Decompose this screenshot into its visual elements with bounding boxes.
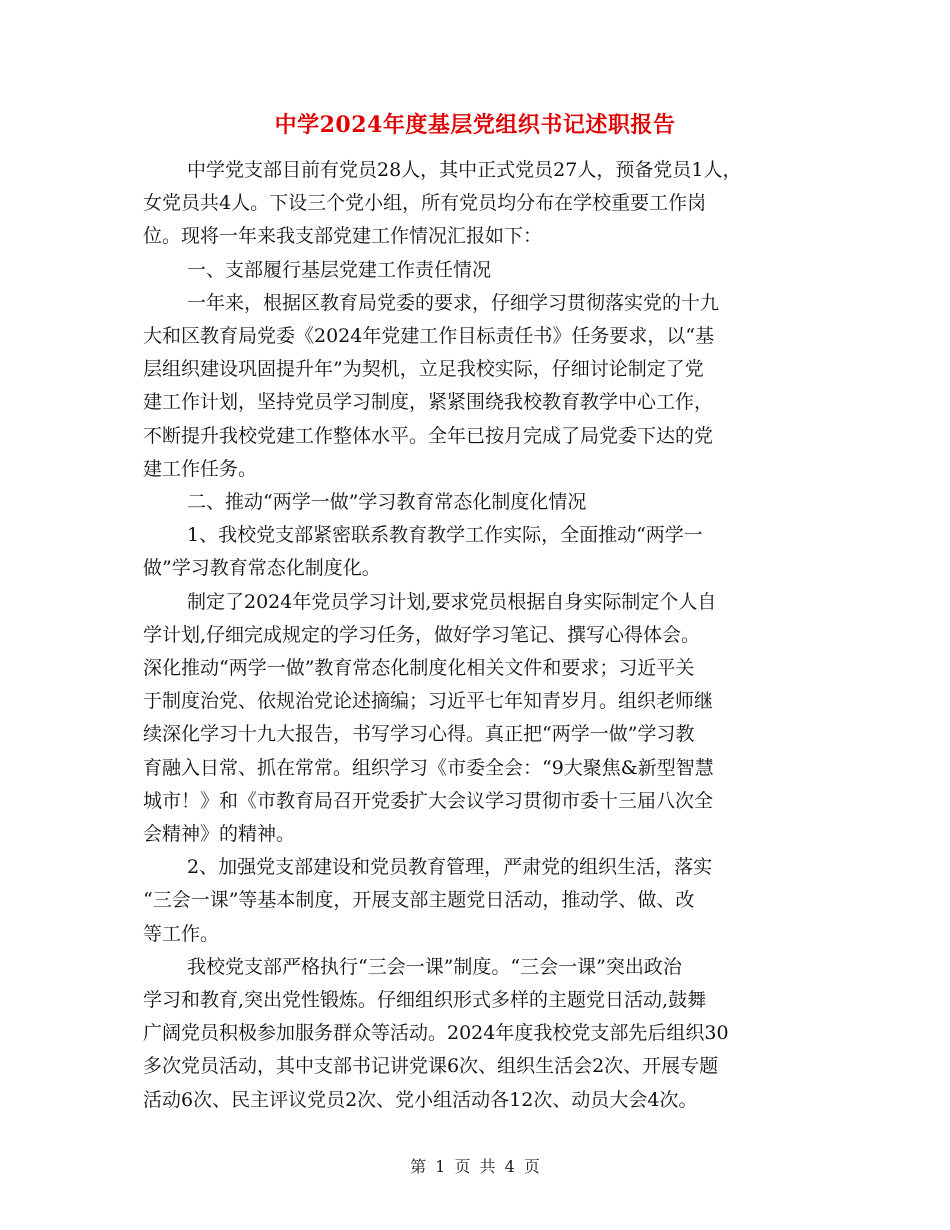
paragraph-line: 女党员共4人。下设三个党小组，所有党员均分布在学校重要工作岗 bbox=[143, 192, 707, 215]
paragraph-line: 多次党员活动，其中支部书记讲党课6次、组织生活会2次、开展专题 bbox=[143, 1055, 719, 1078]
paragraph-line: 深化推动“两学一做”教育常态化制度化相关文件和要求；习近平关 bbox=[143, 657, 695, 680]
paragraph-line: 会精神》的精神。 bbox=[143, 823, 296, 846]
document-title: 中学2024年度基层党组织书记述职报告 bbox=[274, 112, 676, 138]
paragraph-line: 建工作任务。 bbox=[143, 457, 258, 480]
paragraph-line: 做”学习教育常态化制度化。 bbox=[143, 557, 381, 580]
document-body bbox=[143, 154, 833, 1117]
paragraph-line: “三会一课”等基本制度，开展支部主题党日活动，推动学、做、改 bbox=[143, 889, 695, 912]
paragraph-line: 城市！》和《市教育局召开党委扩大会议学习贯彻市委十三届八次全 bbox=[143, 789, 714, 812]
section-heading: 一、支部履行基层党建工作责任情况 bbox=[187, 258, 492, 281]
paragraph-line: 建工作计划，坚持党员学习制度，紧紧围绕我校教育教学中心工作， bbox=[143, 391, 714, 414]
paragraph-line: 制定了2024年党员学习计划,要求党员根据自身实际制定个人自 bbox=[187, 590, 717, 613]
paragraph-line: 不断提升我校党建工作整体水平。全年已按月完成了局党委下达的党 bbox=[143, 424, 714, 447]
paragraph-line: 2、加强党支部建设和党员教育管理，严肃党的组织生活，落实 bbox=[187, 856, 713, 879]
paragraph-line: 于制度治党、依规治党论述摘编；习近平七年知青岁月。组织老师继 bbox=[143, 690, 714, 713]
paragraph-line: 大和区教育局党委《2024年党建工作目标责任书》任务要求，以“基 bbox=[143, 325, 715, 348]
page-footer: 第 1 页 共 4 页 bbox=[410, 1157, 540, 1176]
paragraph-line: 我校党支部严格执行“三会一课”制度。“三会一课”突出政治 bbox=[187, 955, 682, 978]
paragraph-line: 学习和教育,突出党性锻炼。仔细组织形式多样的主题党日活动,鼓舞 bbox=[143, 989, 707, 1012]
paragraph-line: 1、我校党支部紧密联系教育教学工作实际，全面推动“两学一 bbox=[187, 524, 703, 547]
paragraph-line: 续深化学习十九大报告，书写学习心得。真正把“两学一做”学习教 bbox=[143, 723, 695, 746]
paragraph-line: 层组织建设巩固提升年”为契机，立足我校实际，仔细讨论制定了党 bbox=[143, 358, 704, 381]
paragraph-line: 中学党支部目前有党员28人，其中正式党员27人，预备党员1人， bbox=[187, 159, 742, 181]
section-heading: 二、推动“两学一做”学习教育常态化制度化情况 bbox=[187, 491, 587, 514]
paragraph-line: 活动6次、民主评议党员2次、党小组活动各12次、动员大会4次。 bbox=[143, 1088, 698, 1111]
paragraph-line: 学计划,仔细完成规定的学习任务，做好学习笔记、撰写心得体会。 bbox=[143, 623, 701, 646]
paragraph-line: 等工作。 bbox=[143, 922, 220, 945]
paragraph-line: 育融入日常、抓在常常。组织学习《市委全会：“9大聚焦&新型智慧 bbox=[143, 756, 714, 779]
paragraph-line: 位。现将一年来我支部党建工作情况汇报如下： bbox=[143, 225, 543, 248]
paragraph-line: 一年来，根据区教育局党委的要求，仔细学习贯彻落实党的十九 bbox=[187, 291, 720, 314]
paragraph-line: 广阔党员积极参加服务群众等活动。2024年度我校党支部先后组织30 bbox=[143, 1022, 729, 1045]
